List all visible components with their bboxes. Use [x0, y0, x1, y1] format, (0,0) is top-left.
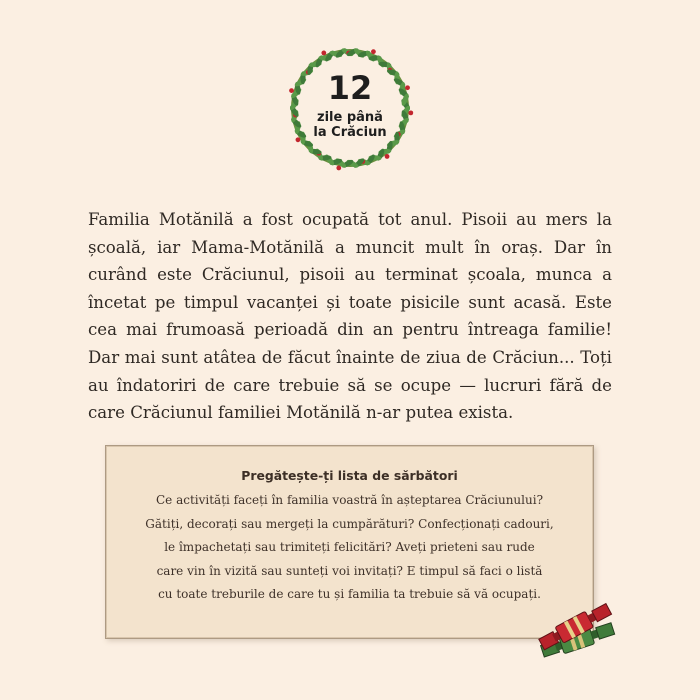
countdown-wreath: [282, 40, 418, 176]
note-line: Gătiți, decorați sau mergeți la cumpărături? Confecționați cadouri,: [145, 516, 554, 531]
christmas-cracker-icon: [532, 598, 622, 664]
countdown-caption-line1: zile până: [317, 110, 383, 125]
holiday-list-note: [105, 445, 594, 639]
wreath-berry: [321, 51, 326, 56]
note-line: Ce activități faceți în familia voastră în așteptarea Crăciunului?: [155, 493, 543, 507]
wreath-berry: [336, 166, 341, 171]
note-title: Pregătește-ți lista de sărbători: [241, 468, 458, 483]
note-body: [118, 489, 581, 607]
note-line: cu toate treburile de care tu și familia ta trebuie să vă ocupați.: [158, 587, 541, 601]
countdown-caption: [282, 110, 418, 140]
wreath-berry: [385, 154, 390, 159]
story-paragraph: Familia Motănilă a fost ocupată tot anul. Pisoii au mers la școală, iar Mama-Motănilă a muncit mult în oraș. Dar în curând este Crăciunul, pisoii au terminat școala, munca a încetat pe timpul vacanței și toate pisicile sunt acasă. Este cea mai frumoasă perioadă din an pentru întreaga familie! Dar mai sunt atâtea de făcut înainte de ziua de Crăciun... Toți au îndatoriri de care trebuie să se ocupe — lucruri fără de care Crăciunul familiei Motănilă n-ar putea exista.: [88, 210, 612, 423]
note-line: care vin în vizită sau sunteți voi invitați? E timpul să faci o listă: [156, 563, 543, 578]
holly-wreath-icon: [282, 40, 418, 176]
countdown-number: 12: [327, 69, 373, 107]
countdown-caption-line2: la Crăciun: [313, 125, 387, 140]
note-line: le împachetați sau trimiteți felicitări? Aveți prieteni sau rude: [164, 540, 535, 554]
wreath-berry: [371, 49, 376, 54]
